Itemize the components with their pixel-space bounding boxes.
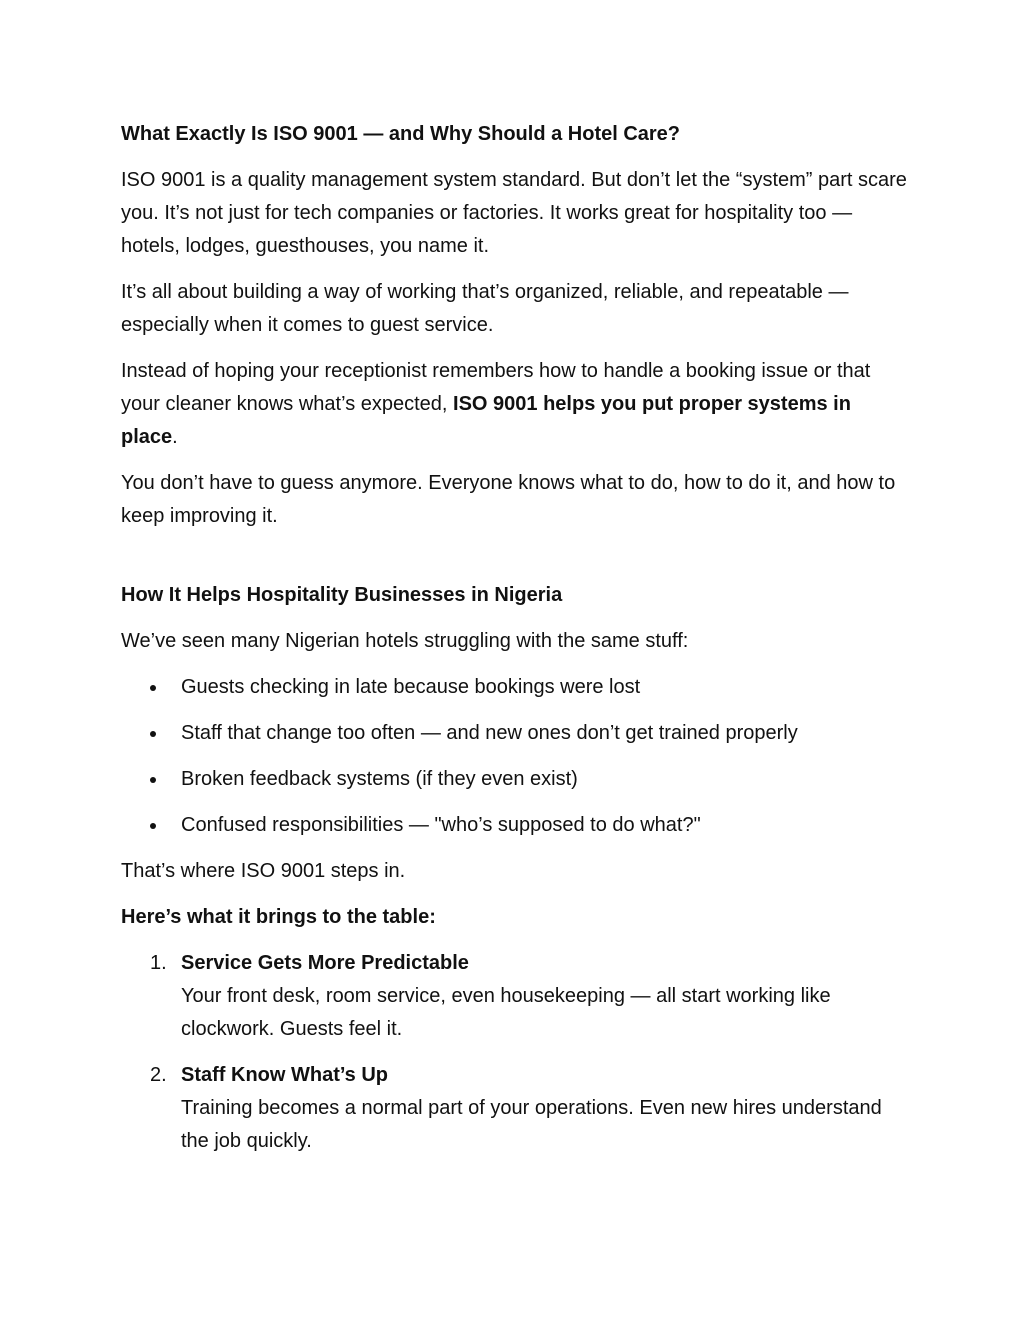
list-item-text: Broken feedback systems (if they even exist)	[181, 768, 578, 790]
section-title-iso-9001: What Exactly Is ISO 9001 — and Why Should a Hotel Care?	[121, 123, 681, 145]
paragraph-no-guessing: You don’t have to guess anymore. Everyone knows what to do, how to do it, and how to keep improving it.	[121, 472, 896, 527]
benefits-heading: Here’s what it brings to the table:	[121, 906, 436, 928]
list-item-text: Confused responsibilities — "who’s supposed to do what?"	[181, 814, 701, 836]
paragraph-purpose: It’s all about building a way of working that’s organized, reliable, and repeatable — especially when it comes to guest service.	[121, 281, 849, 336]
bullet-icon	[150, 685, 156, 691]
paragraph-intro: We’ve seen many Nigerian hotels struggling with the same stuff:	[121, 630, 689, 652]
benefit-item	[121, 947, 911, 1046]
paragraph-systems-end: .	[172, 426, 178, 448]
list-item	[121, 763, 911, 796]
benefit-item	[121, 1059, 911, 1158]
list-item-text: Guests checking in late because bookings were lost	[181, 676, 641, 698]
problems-list	[121, 671, 911, 842]
list-item	[121, 809, 911, 842]
benefit-title: Staff Know What’s Up	[181, 1064, 389, 1086]
paragraph-systems	[121, 355, 911, 454]
paragraph-definition: ISO 9001 is a quality management system standard. But don’t let the “system” part scare you. It’s not just for tech companies or factories. It works great for hospitality too — hotels, lodges, guesthouses, you name it.	[121, 169, 907, 257]
paragraph-systems-emphasis: ISO 9001 helps you put proper systems in place	[121, 393, 851, 448]
list-item	[121, 671, 911, 704]
section-spacer	[121, 533, 911, 579]
paragraph-systems-text: Instead of hoping your receptionist remembers how to handle a booking issue or that your cleaner knows what’s expected,	[121, 360, 871, 415]
bullet-icon	[150, 823, 156, 829]
list-item	[121, 717, 911, 750]
benefit-description: Training becomes a normal part of your operations. Even new hires understand the job quickly.	[181, 1097, 882, 1152]
benefit-description: Your front desk, room service, even housekeeping — all start working like clockwork. Guests feel it.	[181, 985, 831, 1040]
bullet-icon	[150, 731, 156, 737]
section-title-hospitality-nigeria: How It Helps Hospitality Businesses in Nigeria	[121, 584, 563, 606]
benefits-list	[121, 947, 911, 1158]
benefit-number: 1.	[150, 952, 167, 974]
document-page	[121, 118, 911, 1171]
paragraph-transition: That’s where ISO 9001 steps in.	[121, 860, 406, 882]
list-item-text: Staff that change too often — and new ones don’t get trained properly	[181, 722, 798, 744]
benefit-number: 2.	[150, 1064, 167, 1086]
benefit-title: Service Gets More Predictable	[181, 952, 469, 974]
bullet-icon	[150, 777, 156, 783]
